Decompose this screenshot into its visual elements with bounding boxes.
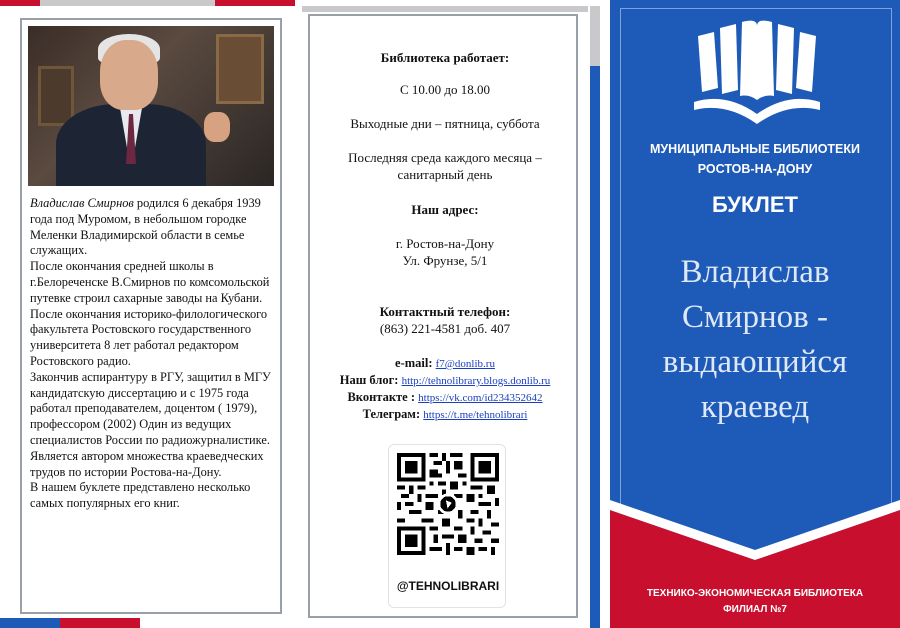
title-line: краевед: [700, 389, 810, 425]
bio-paragraph: После окончания средней школы в г.Белореченске В.Смирнов по комсомольской путевке строил сахарные заводы на Кубани.: [30, 259, 270, 305]
sanitary-text-2: санитарный день: [397, 167, 493, 182]
telegram-line: Телеграм: https://t.me/tehnolibrari: [362, 407, 528, 421]
phone-number: (863) 221-4581 доб. 407: [379, 321, 511, 336]
email-link[interactable]: f7@donlib.ru: [435, 358, 495, 370]
biography-text: [30, 196, 280, 512]
portrait-photo: [28, 26, 274, 186]
red-stripe-top-left: [0, 0, 40, 6]
title-line: выдающийся: [662, 344, 848, 380]
blue-side-stripe: [590, 6, 600, 628]
hours-header: Библиотека работает:: [380, 50, 510, 65]
branch-number: ФИЛИАЛ №7: [723, 604, 787, 615]
bio-paragraph: Владислав Смирнов родился 6 декабря 1939 года под Муромом, в небольшом городке Меленки Владимирской области в семье служащих.: [30, 196, 261, 258]
hours-text: С 10.00 до 18.00: [399, 82, 491, 97]
gray-stripe-top: [40, 0, 215, 6]
vk-line: Вконтакте : https://vk.com/id234352642: [347, 390, 543, 404]
qr-card: [388, 444, 506, 608]
cover-panel: [610, 0, 900, 628]
vk-link[interactable]: https://vk.com/id234352642: [418, 392, 543, 404]
blog-link[interactable]: http://tehnolibrary.blogs.donlib.ru: [401, 375, 551, 387]
qr-code-icon: [397, 453, 499, 555]
title-line: Владислав: [680, 254, 830, 290]
open-book-icon: [692, 18, 822, 130]
org-city: РОСТОВ-НА-ДОНУ: [697, 162, 813, 176]
blue-stripe-bottom-left: [0, 618, 60, 628]
phone-header: Контактный телефон:: [379, 304, 511, 319]
sanitary-text-1: Последняя среда каждого месяца –: [348, 150, 542, 165]
qr-handle: @TEHNOLIBRARI: [396, 579, 500, 593]
cover-title: [620, 250, 890, 430]
contacts-panel: [302, 6, 588, 628]
telegram-link[interactable]: https://t.me/tehnolibrari: [423, 409, 528, 421]
bio-paragraph: Является автором множества краеведческих трудов по истории Ростова-на-Дону.: [30, 448, 264, 479]
address-header: Наш адрес:: [411, 202, 479, 217]
bio-paragraph: После окончания историко-филологического факультета Ростовского государственного университета 8 лет работал редактором Ростовского радио.: [30, 306, 268, 368]
email-line: e-mail: f7@donlib.ru: [395, 356, 495, 370]
address-city: г. Ростов-на-Дону: [395, 236, 495, 251]
address-street: Ул. Фрунзе, 5/1: [402, 253, 488, 268]
bio-paragraph: Закончив аспирантуру в РГУ, защитил в МГУ кандидатскую диссертацию и с 1975 года работал преподавателем, доцентом ( 1979), профессором (2002) Один из ведущих специалистов России по радиожурналистике.: [30, 369, 271, 447]
biography-panel: [20, 18, 282, 614]
branch-name: ТЕХНИКО-ЭКОНОМИЧЕСКАЯ БИБЛИОТЕКА: [646, 588, 864, 599]
days-off-text: Выходные дни – пятница, суббота: [350, 116, 540, 131]
red-stripe-bottom-left: [60, 618, 140, 628]
title-line: Смирнов -: [681, 299, 829, 335]
blog-line: Наш блог: http://tehnolibrary.blogs.donlib.ru: [339, 373, 551, 387]
org-name: МУНИЦИПАЛЬНЫЕ БИБЛИОТЕКИ: [649, 142, 861, 156]
bio-paragraph: В нашем буклете представлено несколько самых популярных его книг.: [30, 480, 251, 511]
booklet-label: БУКЛЕТ: [712, 192, 798, 217]
red-stripe-top: [215, 0, 295, 6]
